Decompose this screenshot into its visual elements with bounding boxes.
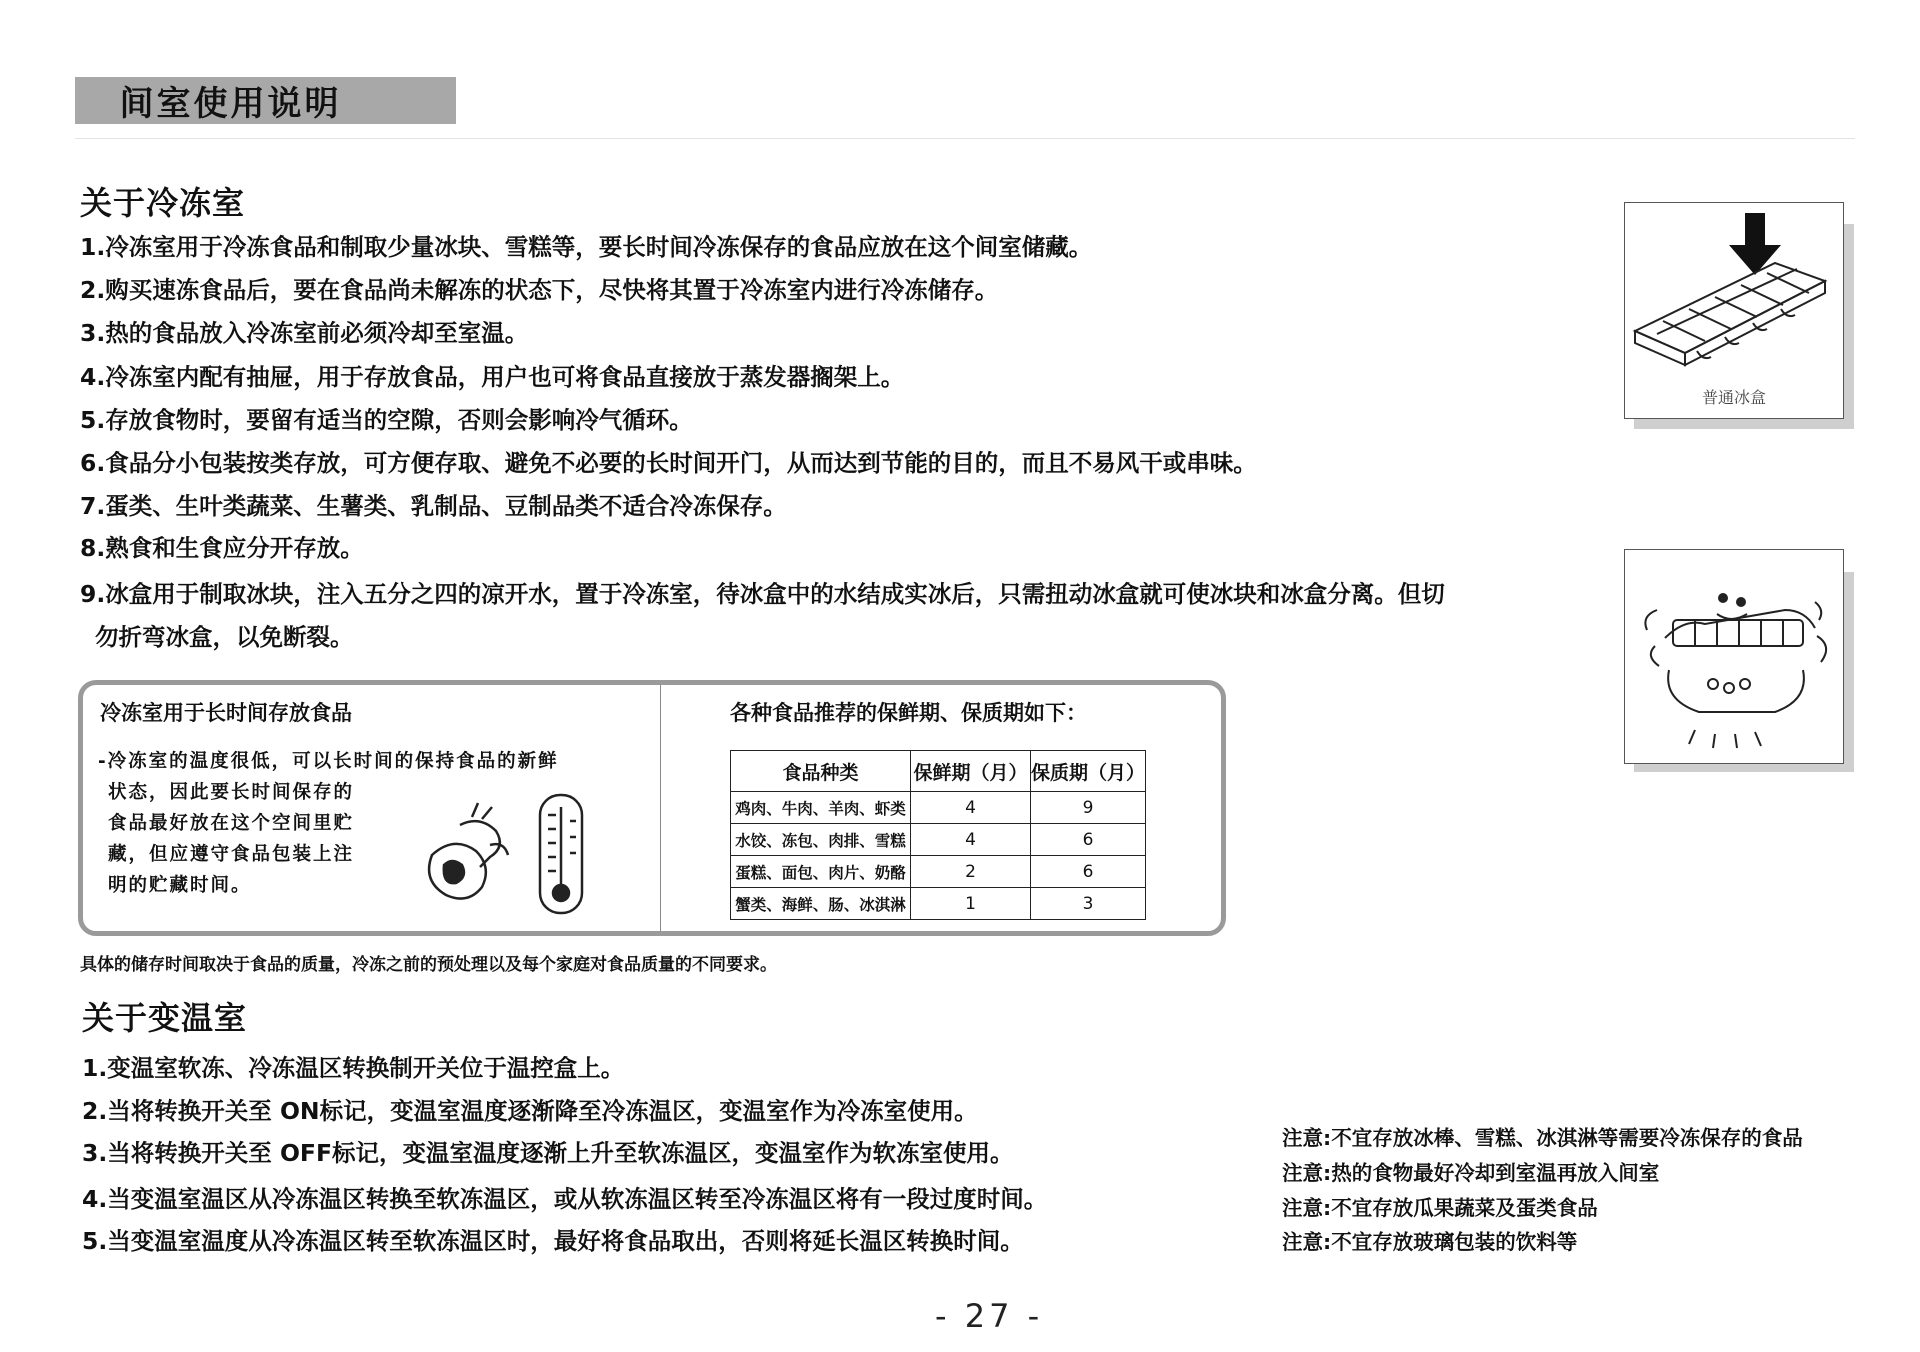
panel-right-title: 各种食品推荐的保鲜期、保质期如下： (730, 701, 1087, 725)
table-cell-fresh: 1 (911, 888, 1031, 920)
note-3: 注意:不宜存放瓜果蔬菜及蛋类食品 (1282, 1196, 1598, 1220)
table-cell-food: 鸡肉、牛肉、羊肉、虾类 (731, 792, 911, 824)
section-header (75, 77, 456, 124)
panel-left-line-4: 藏，但应遵守食品包装上注 (108, 844, 355, 865)
note-2: 注意:热的食物最好冷却到室温再放入间室 (1282, 1161, 1660, 1185)
freezer-item-3: 3.热的食品放入冷冻室前必须冷却至室温。 (80, 319, 529, 347)
variable-item-2: 2.当将转换开关至 ON标记，变温室温度逐渐降至冷冻温区，变温室作为冷冻室使用。 (82, 1097, 978, 1125)
table-cell-fresh: 4 (911, 792, 1031, 824)
storage-table-wrap (730, 750, 1146, 920)
meat-thermometer-illustration (420, 785, 595, 920)
table-cell-shelf: 3 (1031, 888, 1146, 920)
table-cell-fresh: 2 (911, 856, 1031, 888)
freezer-item-5: 5.存放食物时，要留有适当的空隙，否则会影响冷气循环。 (80, 406, 693, 434)
panel-left-line-5: 明的贮藏时间。 (108, 875, 252, 896)
panel-divider (660, 685, 661, 931)
header-rule (75, 138, 1855, 139)
table-cell-shelf: 9 (1031, 792, 1146, 824)
header-food-type: 食品种类 (731, 751, 911, 792)
freezer-item-4: 4.冷冻室内配有抽屉，用于存放食品，用户也可将食品直接放于蒸发器搁架上。 (80, 363, 905, 391)
ice-tray-illustration (1625, 203, 1843, 383)
table-cell-fresh: 4 (911, 824, 1031, 856)
header-fresh-period: 保鲜期（月） (911, 751, 1031, 792)
freezer-item-7: 7.蛋类、生叶类蔬菜、生薯类、乳制品、豆制品类不适合冷冻保存。 (80, 492, 787, 520)
storage-table (730, 750, 1146, 920)
table-row (731, 888, 1146, 920)
freezer-item-2: 2.购买速冻食品后，要在食品尚未解冻的状态下，尽快将其置于冷冻室内进行冷冻储存。 (80, 276, 999, 304)
freezer-item-9-cont: 勿折弯冰盒，以免断裂。 (95, 623, 354, 651)
variable-item-3: 3.当将转换开关至 OFF标记，变温室温度逐渐上升至软冻温区，变温室作为软冻室使用。 (82, 1139, 1014, 1167)
table-cell-food: 蟹类、海鲜、肠、冰淇淋 (731, 888, 911, 920)
table-cell-shelf: 6 (1031, 856, 1146, 888)
storage-table-header (731, 751, 1146, 792)
table-row (731, 792, 1146, 824)
freezer-item-1: 1.冷冻室用于冷冻食品和制取少量冰块、雪糕等，要长时间冷冻保存的食品应放在这个间室储藏。 (80, 233, 1093, 261)
table-row (731, 856, 1146, 888)
freezer-item-9: 9.冰盒用于制取冰块，注入五分之四的凉开水，置于冷冻室，待冰盒中的水结成实冰后，只需扭动冰盒就可使冰块和冰盒分离。但切 (80, 580, 1445, 608)
variable-item-5: 5.当变温室温度从冷冻温区转至软冻温区时，最好将食品取出，否则将延长温区转换时间。 (82, 1227, 1024, 1255)
panel-left-line-2: 状态，因此要长时间保存的 (108, 782, 355, 803)
variable-item-1: 1.变温室软冻、冷冻温区转换制开关位于温控盒上。 (82, 1054, 625, 1082)
ice-tray-caption: 普通冰盒 (1701, 388, 1766, 407)
table-cell-shelf: 6 (1031, 824, 1146, 856)
note-1: 注意:不宜存放冰棒、雪糕、冰淇淋等需要冷冻保存的食品 (1282, 1126, 1803, 1150)
twist-tray-illustration (1625, 550, 1843, 763)
table-cell-food: 蛋糕、面包、肉片、奶酪 (731, 856, 911, 888)
variable-title: 关于变温室 (82, 999, 248, 1037)
ice-tray-image (1624, 202, 1844, 419)
panel-left-line-1: -冷冻室的温度很低，可以长时间的保持食品的新鲜 (98, 751, 559, 772)
freezer-item-8: 8.熟食和生食应分开存放。 (80, 534, 364, 562)
variable-item-4: 4.当变温室温区从冷冻温区转换至软冻温区，或从软冻温区转至冷冻温区将有一段过度时间。 (82, 1185, 1048, 1213)
panel-left-line-3: 食品最好放在这个空间里贮 (108, 813, 355, 834)
twist-tray-image (1624, 549, 1844, 764)
table-cell-food: 水饺、冻包、肉排、雪糕 (731, 824, 911, 856)
freezer-title: 关于冷冻室 (80, 184, 246, 222)
panel-left-title: 冷冻室用于长时间存放食品 (100, 701, 352, 725)
page-number: - 27 - (935, 1297, 1044, 1335)
storage-footnote: 具体的储存时间取决于食品的质量，冷冻之前的预处理以及每个家庭对食品质量的不同要求。 (80, 955, 777, 975)
header-shelf-life: 保质期（月） (1031, 751, 1146, 792)
section-header-title: 间室使用说明 (119, 84, 342, 124)
freezer-item-6: 6.食品分小包装按类存放，可方便存取、避免不必要的长时间开门，从而达到节能的目的，而且不易风干或串味。 (80, 449, 1257, 477)
note-4: 注意:不宜存放玻璃包装的饮料等 (1282, 1230, 1578, 1254)
table-row (731, 824, 1146, 856)
